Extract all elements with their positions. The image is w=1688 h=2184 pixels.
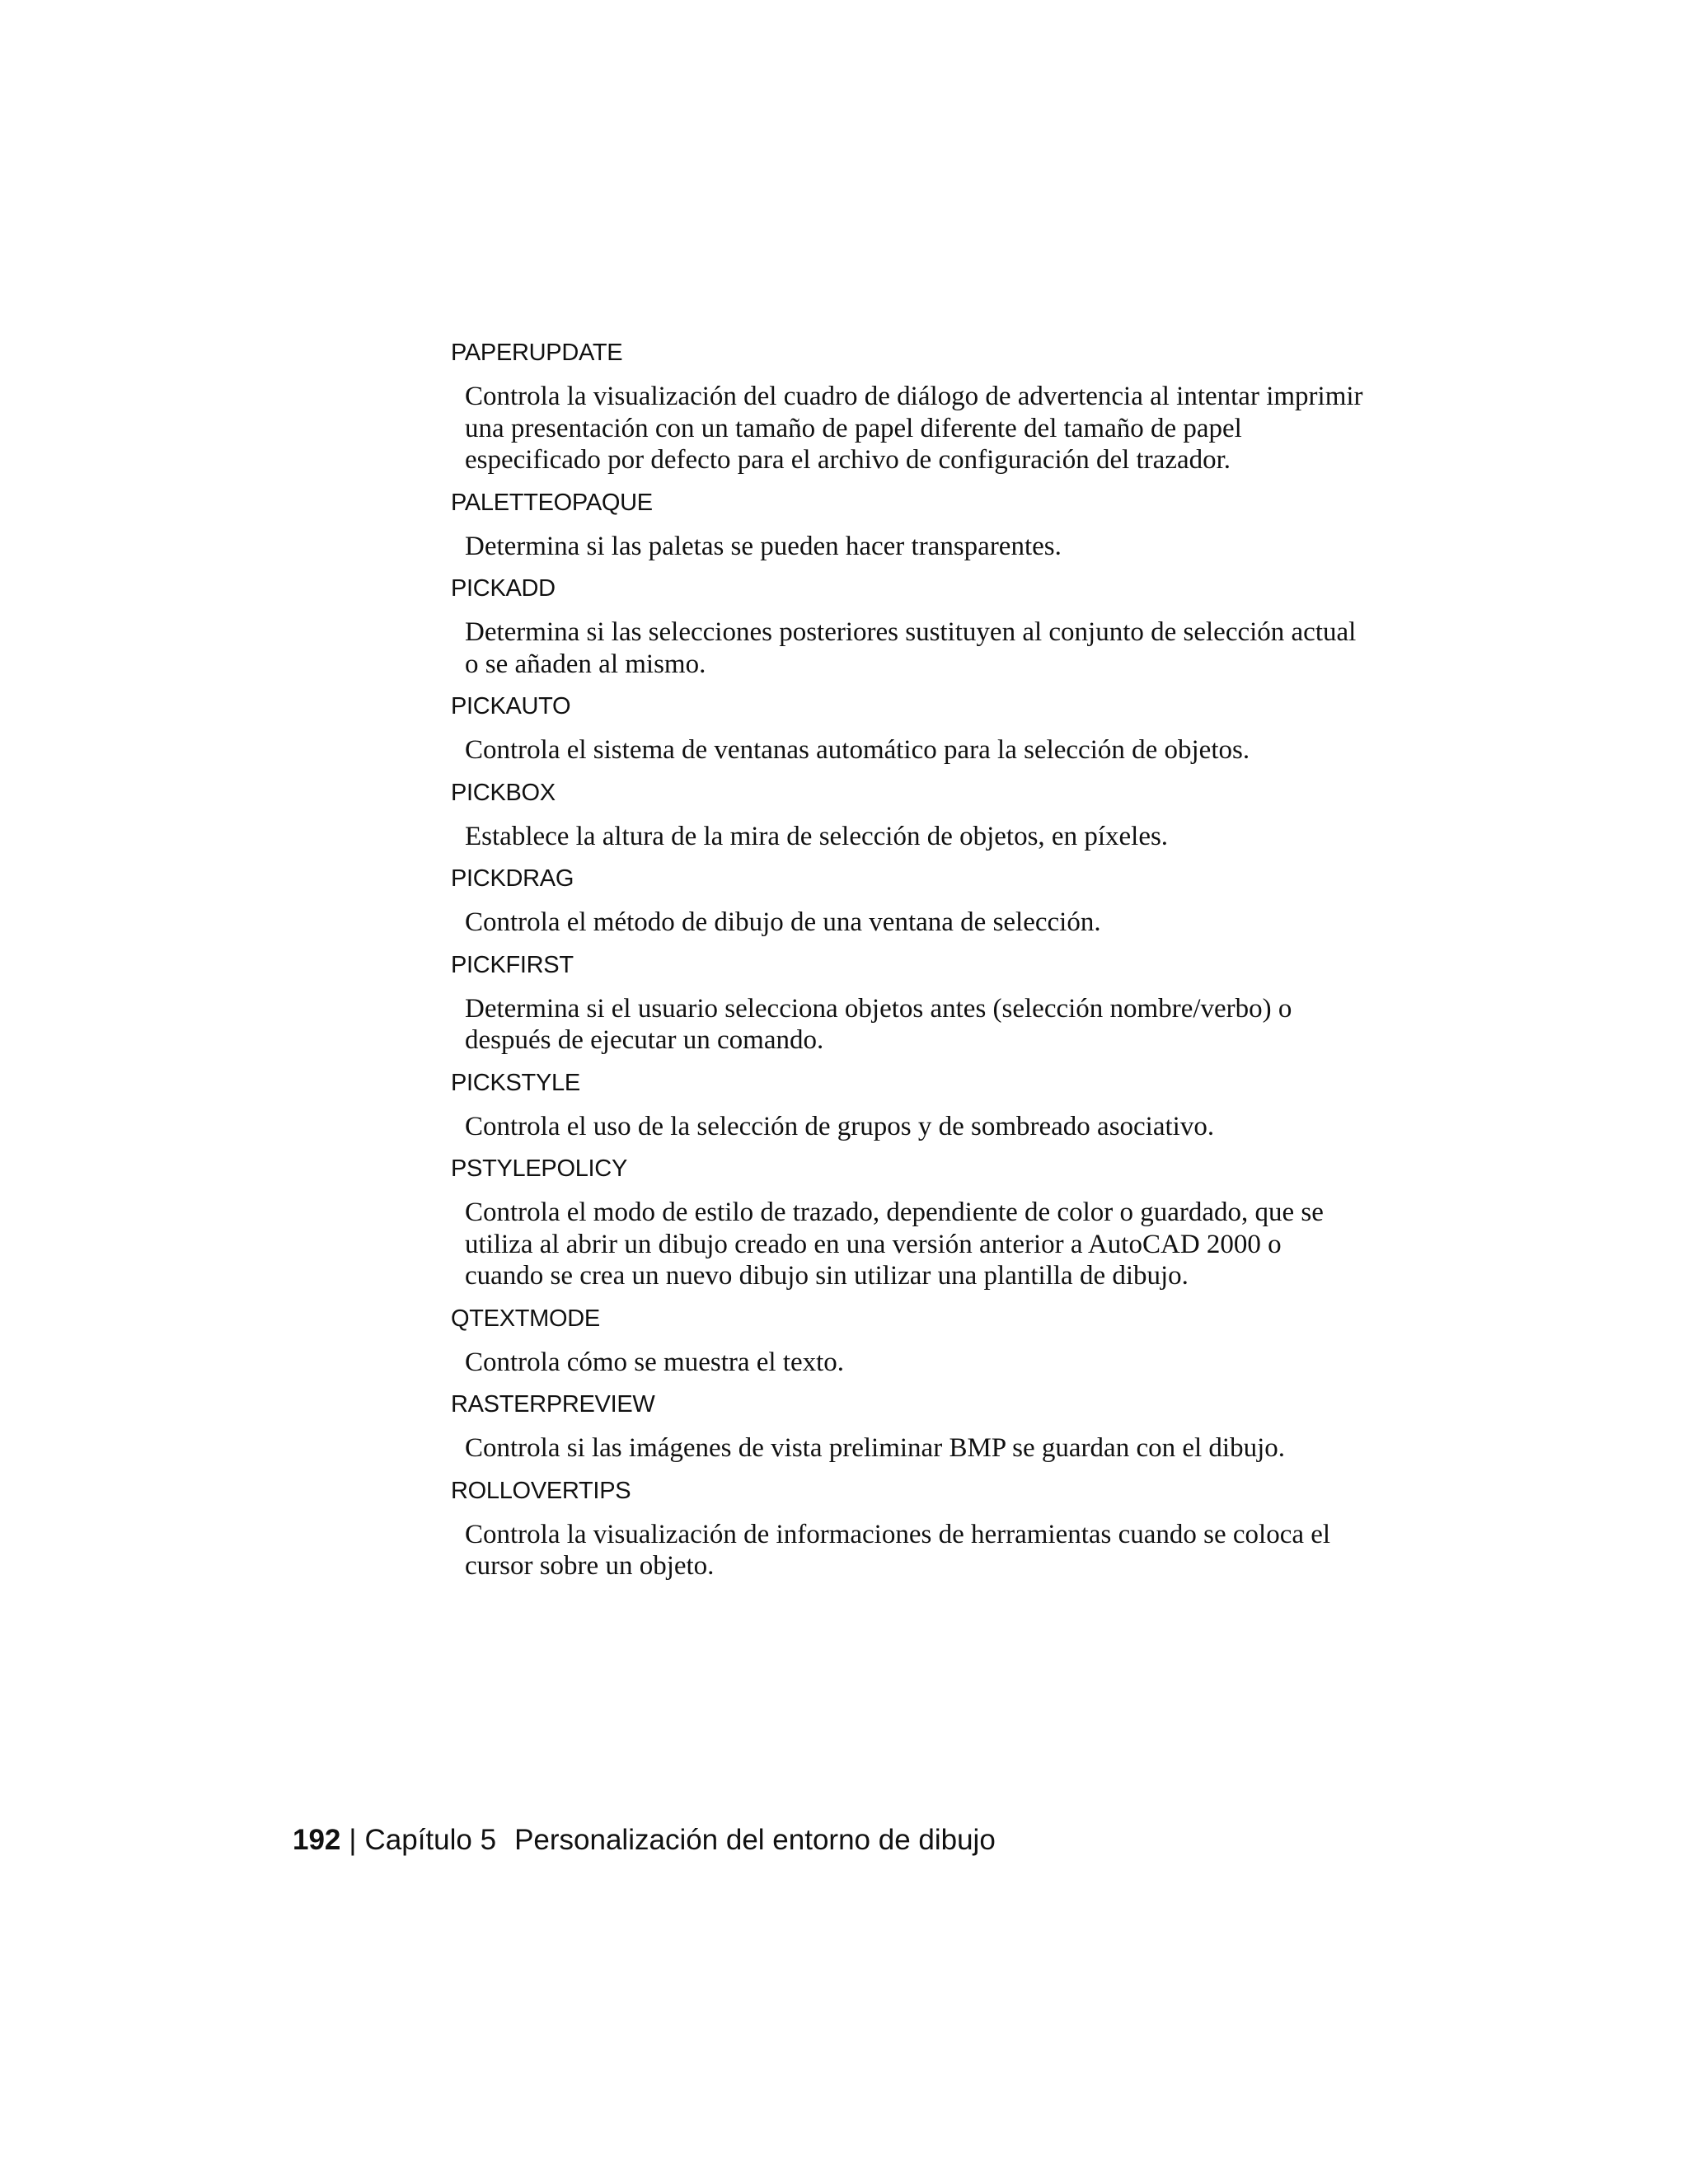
chapter-title: Personalización del entorno de dibujo (514, 1824, 996, 1856)
chapter-label: Capítulo 5 (364, 1824, 497, 1856)
term-heading: PICKADD (451, 575, 556, 602)
page-footer (293, 1821, 996, 1859)
term-heading: PICKDRAG (451, 865, 574, 892)
entry-pickadd (451, 572, 1374, 680)
entry-qtextmode (451, 1302, 1374, 1379)
term-heading: QTEXTMODE (451, 1305, 600, 1332)
entry-pickdrag (451, 862, 1374, 939)
page-number: 192 (293, 1824, 341, 1856)
term-description: Controla cómo se muestra el texto. (465, 1347, 845, 1377)
entry-paperupdate (451, 336, 1374, 476)
term-heading: PAPERUPDATE (451, 340, 623, 366)
term-description: Determina si las paletas se pueden hacer transparentes. (465, 531, 1062, 561)
entry-rollovertips (451, 1474, 1374, 1582)
entry-pickbox (451, 776, 1374, 853)
entry-rasterpreview (451, 1388, 1374, 1465)
term-description: Controla si las imágenes de vista preliminar BMP se guardan con el dibujo. (465, 1433, 1285, 1463)
entry-pickstyle (451, 1066, 1374, 1143)
term-description: Determina si las selecciones posteriores sustituyen al conjunto de selección actual o se añaden al mismo. (465, 617, 1357, 679)
term-description: Controla la visualización de informaciones de herramientas cuando se coloca el cursor sobre un objeto. (465, 1519, 1331, 1581)
term-heading: PICKAUTO (451, 693, 571, 719)
term-description: Controla la visualización del cuadro de diálogo de advertencia al intentar imprimir una presentación con un tamaño de papel diferente del tamaño de papel especificado por defecto para el archivo de configuración del trazador. (465, 382, 1363, 475)
term-heading: PICKFIRST (451, 951, 574, 978)
term-description: Determina si el usuario selecciona objetos antes (selección nombre/verbo) o después de ejecutar un comando. (465, 993, 1292, 1055)
term-description: Establece la altura de la mira de selección de objetos, en píxeles. (465, 821, 1169, 851)
entry-paletteopaque (451, 486, 1374, 563)
footer-separator: | (349, 1824, 357, 1856)
term-heading: PICKBOX (451, 779, 556, 806)
term-description: Controla el uso de la selección de grupos y de sombreado asociativo. (465, 1111, 1215, 1141)
entry-pstylepolicy (451, 1152, 1374, 1292)
term-heading: RASTERPREVIEW (451, 1391, 655, 1418)
term-description: Controla el sistema de ventanas automático para la selección de objetos. (465, 735, 1250, 765)
term-heading: ROLLOVERTIPS (451, 1477, 631, 1504)
system-variables-list (451, 336, 1374, 1592)
entry-pickauto (451, 690, 1374, 766)
term-description: Controla el modo de estilo de trazado, dependiente de color o guardado, que se utiliza al abrir un dibujo creado en una versión anterior a AutoCAD 2000 o cuando se crea un nuevo dibujo sin utilizar una plantilla de dibujo. (465, 1197, 1324, 1291)
term-heading: PSTYLEPOLICY (451, 1155, 627, 1182)
term-description: Controla el método de dibujo de una ventana de selección. (465, 907, 1101, 937)
entry-pickfirst (451, 949, 1374, 1057)
term-heading: PALETTEOPAQUE (451, 489, 653, 516)
term-heading: PICKSTYLE (451, 1069, 580, 1096)
